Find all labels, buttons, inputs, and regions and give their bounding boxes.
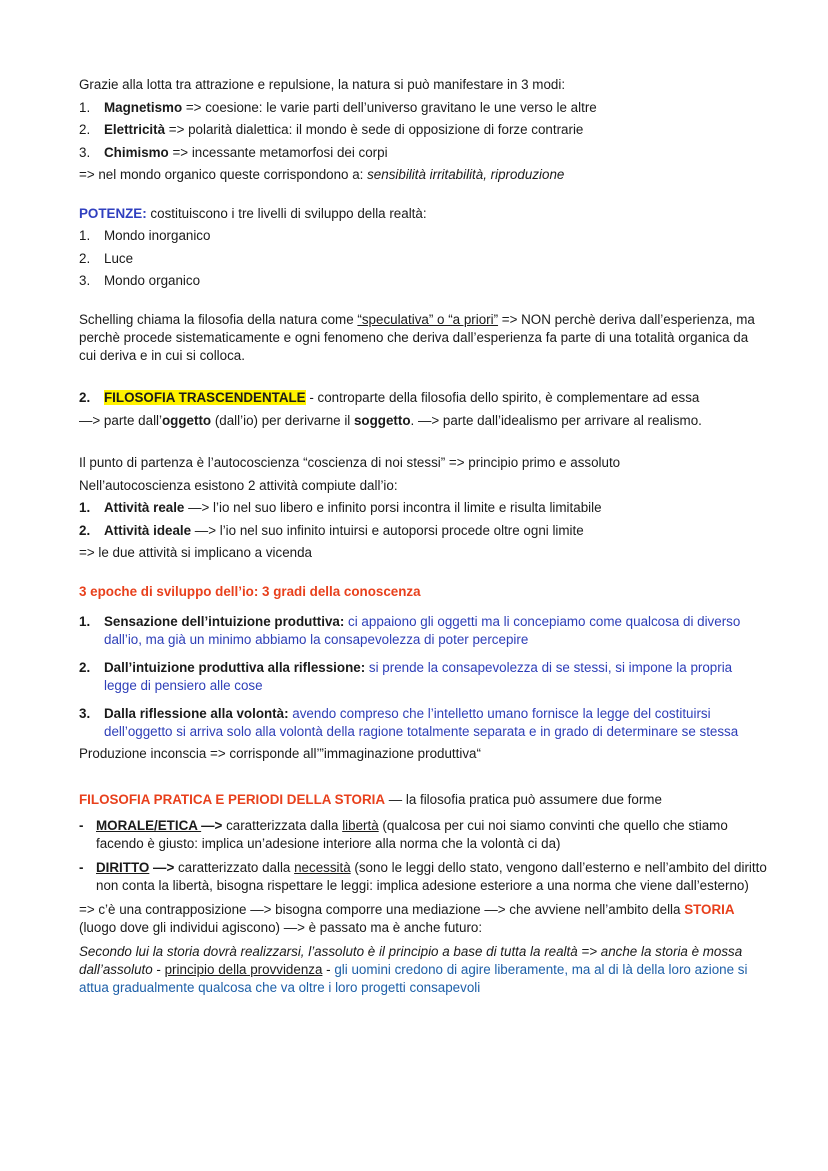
list-item: 3. Dalla riflessione alla volontà: avendo compreso che l’intelletto umano fornisce la legge del costituirsi dell’oggetto si arriva solo alla volontà della ragione totalmente separata e in grado di determinare se stessa [79,705,739,739]
forme-list [79,817,768,895]
intro-line: Grazie alla lotta tra attrazione e repulsione, la natura si può manifestare in 3 modi: [79,77,566,92]
trascendentale-line: —> parte dall’oggetto (dall’io) per derivarne il soggetto. —> parte dall’idealismo per arrivare al realismo. [79,412,702,428]
list-item: 2. Luce [79,250,134,266]
list-item: - MORALE/ETICA —> caratterizzata dalla libertà (qualcosa per cui noi siamo convinti che quello che stiamo facendo è giusto: implica un’adesione interiore alla norma che la volontà ci da) [79,818,728,851]
autocoscienza-line-2: Nell’autocoscienza esistono 2 attività compiute dall’io: [79,477,398,493]
trascendentale-heading [79,389,768,407]
autocoscienza-line-1: Il punto di partenza è l’autocoscienza “coscienza di noi stessi” => principio primo e assoluto [79,455,621,470]
modes-list [79,99,768,162]
schelling-paragraph: Schelling chiama la filosofia della natura come “speculativa” o “a priori” => NON perchè deriva dall’esperienza, ma perchè procede sistematicamente e ogni fenomeno che deriva dall’esperienza fa parte di una totalità organica da cui deriva e in cui si colloca. [79,311,755,363]
list-item: - DIRITTO —> caratterizzato dalla necessità (sono le leggi dello stato, vengono dall’esterno e nell’ambito del diritto non conta la libertà, bisogna rispettare le leggi: implica adesione esteriore a una norma che viene dall’esterno) [79,860,767,893]
storia-paragraph: Secondo lui la storia dovrà realizzarsi, l’assoluto è il principio a base di tutta la realtà => anche la storia è mossa dall’assoluto - principio della provvidenza - gli uomini credono di agire liberamente, ma al di là della loro azione si attua gradualmente qualcosa che va oltre i loro progetti consapevoli [79,944,748,995]
list-item: 3. Chimismo => incessante metamorfosi dei corpi [79,144,388,160]
list-item: 1. Sensazione dell’intuizione produttiva: ci appaiono gli oggetti ma li concepiamo come qualcosa di diverso dall’io, ma già un minimo abbiamo la consapevolezza di poter percepire [79,613,741,647]
epoche-heading: 3 epoche di sviluppo dell’io: 3 gradi della conoscenza [79,583,421,599]
list-item: 1. Magnetismo => coesione: le varie parti dell’universo gravitano le une verso le altre [79,99,597,115]
contrapposizione-line: => c’è una contrapposizione —> bisogna comporre una mediazione —> che avviene nell’ambito della STORIA (luogo dove gli individui agiscono) —> è passato ma è anche futuro: [79,902,735,935]
autocoscienza-line-3: => le due attività si implicano a vicenda [79,545,312,560]
list-item: 2. Elettricità => polarità dialettica: il mondo è sede di opposizione di forze contrarie [79,122,584,137]
epoche-list [79,613,768,741]
list-item: 1. Attività reale —> l’io nel suo libero e infinito porsi incontra il limite e risulta limitabile [79,500,602,515]
potenze-list [79,227,768,290]
list-item: 2. Attività ideale —> l’io nel suo infinito intuirsi e autoporsi procede oltre ogni limite [79,522,584,538]
list-item: 1. Mondo inorganico [79,228,211,243]
organic-line: => nel mondo organico queste corrispondono a: sensibilità irritabilità, riproduzione [79,167,565,182]
list-item: 2. Dall’intuizione produttiva alla riflessione: si prende la consapevolezza di se stessi, si impone la propria legge di pensiero alle cose [79,659,733,693]
produzione-line: Produzione inconscia => corrisponde all’”immaginazione produttiva“ [79,745,481,761]
list-item: 3. Mondo organico [79,273,201,288]
pratica-heading: FILOSOFIA PRATICA E PERIODI DELLA STORIA — la filosofia pratica può assumere due forme [79,792,662,807]
potenze-heading: POTENZE: costituiscono i tre livelli di sviluppo della realtà: [79,205,427,221]
highlighted-title: FILOSOFIA TRASCENDENTALE [104,390,306,405]
list-item: 2. FILOSOFIA TRASCENDENTALE - controparte della filosofia dello spirito, è complementare ad essa [79,390,700,405]
attivita-list [79,499,768,540]
